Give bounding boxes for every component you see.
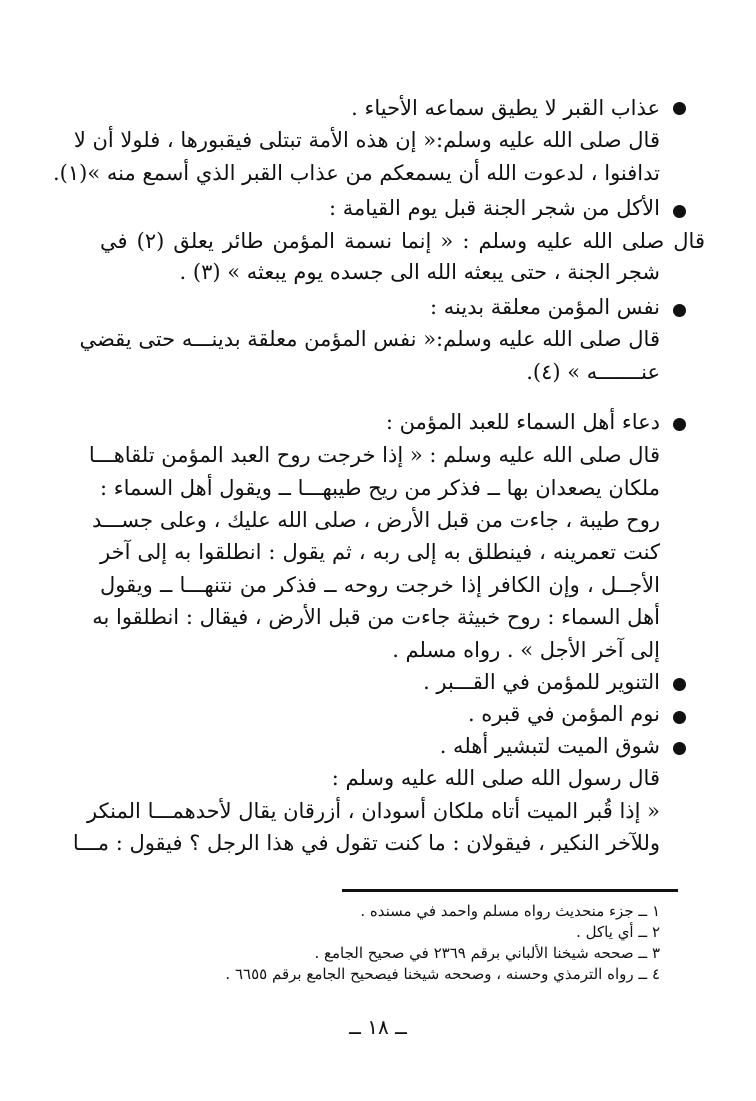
body-line: عنـــــــه » (٤). [526,360,660,384]
bullet-icon [673,678,686,691]
body-line: كنت تعمرينه ، فينطلق به إلى ربه ، ثم يقول : انطلقوا به إلى آخر [100,540,660,564]
body-line: ملكان يصعدان بها ــ فذكر من ريح طيبهـــا ــ ويقول أهل السماء : [99,476,660,500]
body-line: إلى آخر الأجل » . رواه مسلم . [392,638,660,662]
bullet-icon [673,304,686,317]
body-line: روح طيبة ، جاءت من قبل الأرض ، صلى الله عليك ، وعلى جســـد [91,508,660,532]
body-line: قال رسول الله صلى الله عليه وسلم : [331,766,660,790]
body-line: أهل السماء : روح خبيثة جاءت من قبل الأرض ، فيقال : انطلقوا به [92,605,660,629]
bullet-icon [673,742,686,755]
body-line: وللآخر النكير ، فيقولان : ما كنت تقول في هذا الرجل ؟ فيقول : مـــا [72,831,660,855]
body-line: شجر الجنة ، حتى يبعثه الله الى جسده يوم يبعثه » (٣) . [179,260,660,284]
body-line: قال صلى الله عليه وسلم : « إذا خرجت روح العبد المؤمن تلقاهـــا [88,443,660,467]
body-line: قال صلى الله عليه وسلم:« نفس المؤمن معلقة بدينـــه حتى يقضي [79,327,660,351]
section-heading: الأكل من شجر الجنة قبل يوم القيامة : [329,196,660,220]
section-heading: عذاب القبر لا يطيق سماعه الأحياء . [351,96,660,120]
footnote-divider [342,889,678,892]
body-line: قال صلى الله عليه وسلم:« إن هذه الأمة تبتلى فيقبورها ، فلولا أن لا [73,128,660,152]
footnote: ١ ــ جزء منحديث رواه مسلم واحمد في مسنده . [360,902,660,920]
body-line: قال صلى الله عليه وسلم : « إنما نسمة المؤمن طائر يعلق (٢) في [100,229,705,253]
section-heading: نفس المؤمن معلقة بدينه : [430,295,660,319]
footnote: ٢ ــ أي ياكل . [576,923,660,941]
body-line: الأجــل ، وإن الكافر إذا خرجت روحه ــ فذكر من نتنهـــا ــ ويقول [100,573,660,597]
bullet-icon [673,205,686,218]
section-heading: شوق الميت لتبشير أهله . [439,734,660,758]
footnote: ٣ ــ صححه شيخنا الألباني برقم ٢٣٦٩ في صحيح الجامع . [314,944,660,962]
section-heading: التنوير للمؤمن في القـــبر . [423,670,660,694]
body-line: تدافنوا ، لدعوت الله أن يسمعكم من عذاب القبر الذي أسمع منه »(١). [53,161,660,185]
page-number: ــ ١٨ ــ [349,1015,407,1039]
bullet-icon [673,711,686,724]
bullet-icon [673,418,686,431]
bullet-icon [673,102,686,115]
section-heading: نوم المؤمن في قبره . [467,702,660,726]
body-line: « إذا قُبر الميت أتاه ملكان أسودان ، أزرقان يقال لأحدهمـــا المنكر [87,799,660,823]
footnote: ٤ ــ رواه الترمذي وحسنه ، وصححه شيخنا فيصحيح الجامع برقم ٦٦٥٥ . [225,965,660,983]
section-heading: دعاء أهل السماء للعبد المؤمن : [385,410,660,434]
